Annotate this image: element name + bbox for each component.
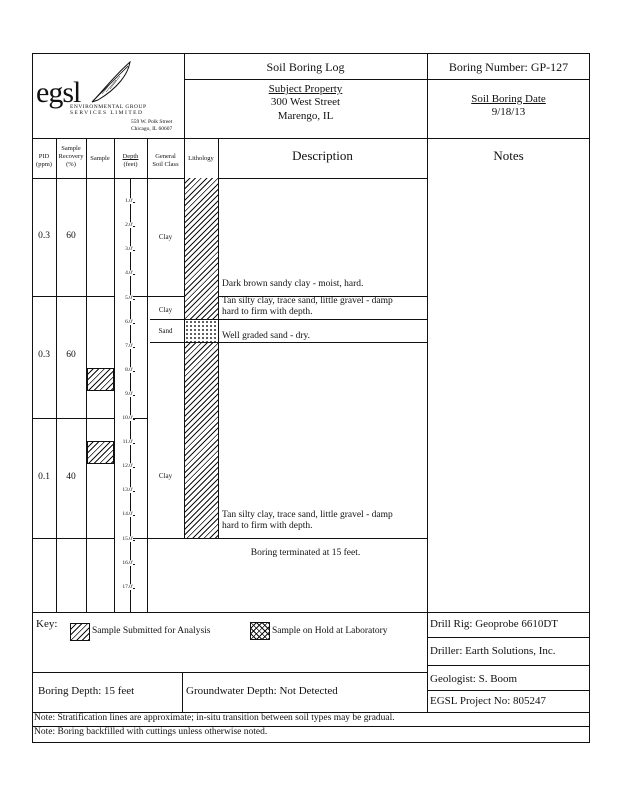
description-2: Tan silty clay, trace sand, little gravel - damp hard to firm with depth. xyxy=(222,296,393,317)
boring-depth: Boring Depth: 15 feet xyxy=(38,685,135,697)
depth-tick-label: 9.0' xyxy=(115,391,133,397)
recovery-value-2: 60 xyxy=(66,350,76,360)
boring-date-value: 9/18/13 xyxy=(491,106,526,118)
key-label: Key: xyxy=(36,618,58,630)
key-hold-label: Sample on Hold at Laboratory xyxy=(272,626,388,636)
column-depth: Depth (feet) xyxy=(122,153,139,168)
termination-note: Boring terminated at 15 feet. xyxy=(250,548,361,558)
logo-address-1: 559 W. Polk Street xyxy=(131,119,173,125)
lithology-clay xyxy=(185,178,218,319)
depth-tick-label: 13.0' xyxy=(115,487,133,493)
logo-tagline-1: ENVIRONMENTAL GROUP xyxy=(70,104,147,110)
boring-number: Boring Number: GP-127 xyxy=(448,60,569,74)
column-soil-class: General Soil Class xyxy=(152,153,179,168)
depth-tick-label: 12.0' xyxy=(115,463,133,469)
drill-rig: Drill Rig: Geoprobe 6610DT xyxy=(430,618,559,630)
pid-value-2: 0.3 xyxy=(38,350,50,360)
subject-property-label: Subject Property xyxy=(268,83,343,95)
column-description: Description xyxy=(292,148,353,163)
column-recovery: Sample Recovery (%) xyxy=(58,145,84,168)
depth-tick-label: 10.0' xyxy=(115,415,133,421)
pid-value-1: 0.3 xyxy=(38,231,50,241)
soil-class-2: Clay xyxy=(158,306,173,314)
feather-icon xyxy=(88,58,136,106)
description-1: Dark brown sandy clay - moist, hard. xyxy=(222,279,364,289)
backfill-note: Note: Boring backfilled with cuttings unless otherwise noted. xyxy=(34,727,268,737)
subject-address-1: 300 West Street xyxy=(270,96,341,108)
pid-value-3: 0.1 xyxy=(38,472,50,482)
depth-tick-label: 3.0' xyxy=(115,246,133,252)
logo-tagline-2: SERVICES LIMITED xyxy=(70,110,144,116)
project-number: EGSL Project No: 805247 xyxy=(430,695,546,707)
column-pid: PID (ppm) xyxy=(36,153,52,168)
depth-tick-label: 11.0' xyxy=(115,439,133,445)
subject-address-2: Marengo, IL xyxy=(277,110,334,122)
sample-submitted-marker xyxy=(87,441,114,464)
column-sample: Sample xyxy=(90,155,110,162)
key-hold-swatch xyxy=(250,622,270,640)
depth-tick-label: 2.0' xyxy=(115,222,133,228)
sample-submitted-marker xyxy=(87,368,114,391)
soil-class-3: Sand xyxy=(158,327,173,335)
geologist: Geologist: S. Boom xyxy=(430,673,518,685)
depth-tick-label: 7.0' xyxy=(115,343,133,349)
depth-tick-label: 1.0' xyxy=(115,198,133,204)
recovery-value-3: 40 xyxy=(66,472,76,482)
depth-tick-label: 6.0' xyxy=(115,319,133,325)
key-analysis-swatch xyxy=(70,623,90,641)
column-notes: Notes xyxy=(493,148,524,163)
depth-tick-label: 16.0' xyxy=(115,560,133,566)
lithology-sand xyxy=(185,320,218,342)
stratification-note: Note: Stratification lines are approximate; in-situ transition between soil types may be gradual. xyxy=(34,713,395,723)
depth-tick-label: 5.0' xyxy=(115,295,133,301)
column-lithology: Lithology xyxy=(188,155,214,162)
logo-wordmark: egsl xyxy=(36,76,81,109)
groundwater-depth: Groundwater Depth: Not Detected xyxy=(186,685,338,697)
key-analysis-label: Sample Submitted for Analysis xyxy=(92,626,211,636)
depth-tick-label: 4.0' xyxy=(115,270,133,276)
description-3: Well graded sand - dry. xyxy=(222,331,311,341)
soil-class-1: Clay xyxy=(158,233,173,241)
driller: Driller: Earth Solutions, Inc. xyxy=(430,645,556,657)
depth-tick-label: 17.0' xyxy=(115,584,133,590)
recovery-value-1: 60 xyxy=(66,231,76,241)
log-title: Soil Boring Log xyxy=(266,60,345,74)
depth-tick-label: 8.0' xyxy=(115,367,133,373)
lithology-clay xyxy=(185,343,218,538)
soil-class-4: Clay xyxy=(158,472,173,480)
description-4: Tan silty clay, trace sand, little gravel - damp hard to firm with depth. xyxy=(222,510,393,531)
logo-address-2: Chicago, IL 60607 xyxy=(131,126,173,132)
boring-date-label: Soil Boring Date xyxy=(471,93,546,105)
depth-tick-label: 15.0' xyxy=(115,536,133,542)
depth-tick-label: 14.0' xyxy=(115,511,133,517)
